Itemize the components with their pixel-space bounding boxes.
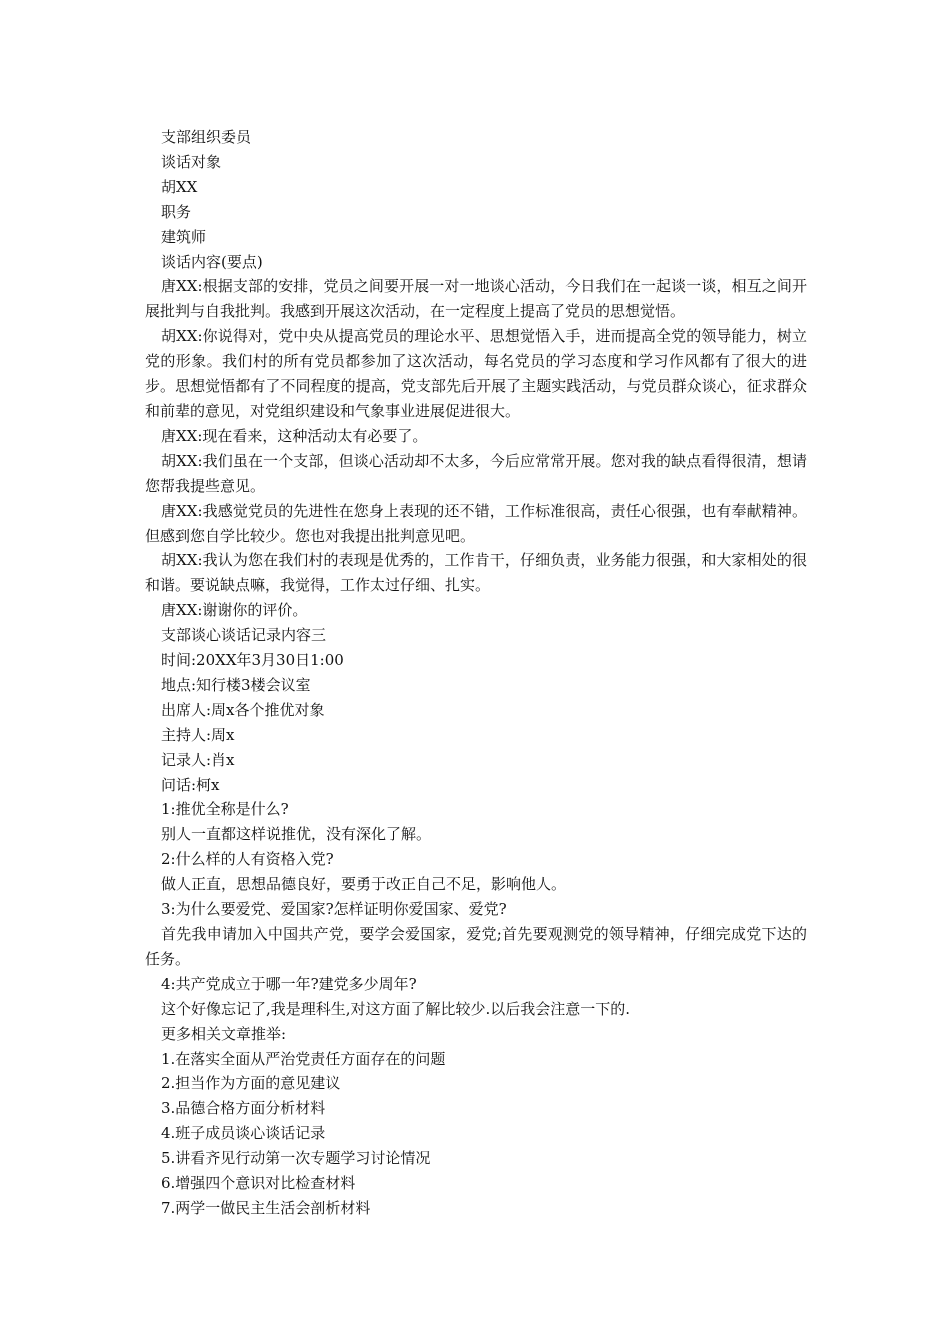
- question: 1:推优全称是什么?: [161, 800, 289, 819]
- meeting-attendees: 出席人:周x各个推优对象: [161, 700, 325, 719]
- question: 3:为什么要爱党、爱国家?怎样证明你爱国家、爱党?: [161, 900, 507, 919]
- dialogue-paragraph: 胡XX:我们虽在一个支部，但谈心活动却不太多，今后应常常开展。您对我的缺点看得很清，想请您帮我提些意见。: [145, 451, 807, 495]
- answer: 首先我申请加入中国共产党，要学会爱国家，爱党;首先要观测党的领导精神，仔细完成党下达的任务。: [145, 925, 807, 968]
- answer: 这个好像忘记了,我是理科生,对这方面了解比较少.以后我会注意一下的.: [161, 999, 631, 1018]
- answer: 别人一直都这样说推优，没有深化了解。: [161, 825, 432, 844]
- document-page: [145, 125, 807, 1221]
- related-link[interactable]: 5.讲看齐见行动第一次专题学习讨论情况: [161, 1149, 431, 1168]
- dialogue-paragraph: 唐XX:谢谢你的评价。: [161, 601, 308, 620]
- dialogue-paragraph: 胡XX:我认为您在我们村的表现是优秀的，工作肯干，仔细负责，业务能力很强，和大家相处的很和谐。要说缺点嘛，我觉得，工作太过仔细、扎实。: [145, 551, 807, 595]
- dialogue-paragraph: 胡XX:你说得对，党中央从提高党员的理论水平、思想觉悟入手，进而提高全党的领导能力，树立党的形象。我们村的所有党员都参加了这次活动，每名党员的学习态度和学习作风都有了很大的进步。思想觉悟都有了不同程度的提高，党支部先后开展了主题实践活动，与党员群众谈心，征求群众和前辈的意见，对党组织建设和气象事业进展促进很大。: [145, 327, 807, 420]
- meeting-time: 时间:20XX年3月30日1:00: [161, 651, 344, 670]
- organizer-title: 支部组织委员: [161, 128, 252, 146]
- meeting-recorder: 记录人:肖x: [161, 750, 235, 769]
- question: 2:什么样的人有资格入党?: [161, 850, 334, 869]
- related-link[interactable]: 2.担当作为方面的意见建议: [161, 1074, 341, 1093]
- dialogue-paragraph: 唐XX:现在看来，这种活动太有必要了。: [161, 426, 428, 445]
- dialogue-paragraph: 唐XX:根据支部的安排，党员之间要开展一对一地谈心活动，今日我们在一起谈一谈，相互之间开展批判与自我批判。我感到开展这次活动，在一定程度上提高了党员的思想觉悟。: [145, 277, 807, 321]
- related-link[interactable]: 1.在落实全面从严治党责任方面存在的问题: [161, 1049, 446, 1068]
- related-link[interactable]: 7.两学一做民主生活会剖析材料: [161, 1198, 371, 1217]
- meeting-interviewee: 问话:柯x: [161, 775, 220, 794]
- question: 4:共产党成立于哪一年?建党多少周年?: [161, 974, 417, 993]
- related-link[interactable]: 4.班子成员谈心谈话记录: [161, 1124, 326, 1143]
- position-value: 建筑师: [161, 227, 207, 246]
- dialogue-paragraph: 唐XX:我感觉党员的先进性在您身上表现的还不错，工作标准很高，责任心很强，也有奉献精神。但感到您自学比较少。您也对我提出批判意见吧。: [145, 501, 807, 545]
- related-link[interactable]: 3.品德合格方面分析材料: [161, 1099, 326, 1118]
- meeting-place: 地点:知行楼3楼会议室: [161, 675, 311, 694]
- related-heading: 更多相关文章推举:: [161, 1024, 287, 1043]
- interviewee-name: 胡XX: [161, 177, 198, 196]
- interviewee-label: 谈话对象: [161, 152, 222, 171]
- position-label: 职务: [161, 202, 192, 221]
- content-label: 谈话内容(要点): [161, 252, 263, 271]
- section-title: 支部谈心谈话记录内容三: [161, 626, 327, 645]
- answer: 做人正直，思想品德良好，要勇于改正自己不足，影响他人。: [161, 875, 567, 894]
- related-link[interactable]: 6.增强四个意识对比检查材料: [161, 1174, 356, 1193]
- meeting-host: 主持人:周x: [161, 725, 235, 744]
